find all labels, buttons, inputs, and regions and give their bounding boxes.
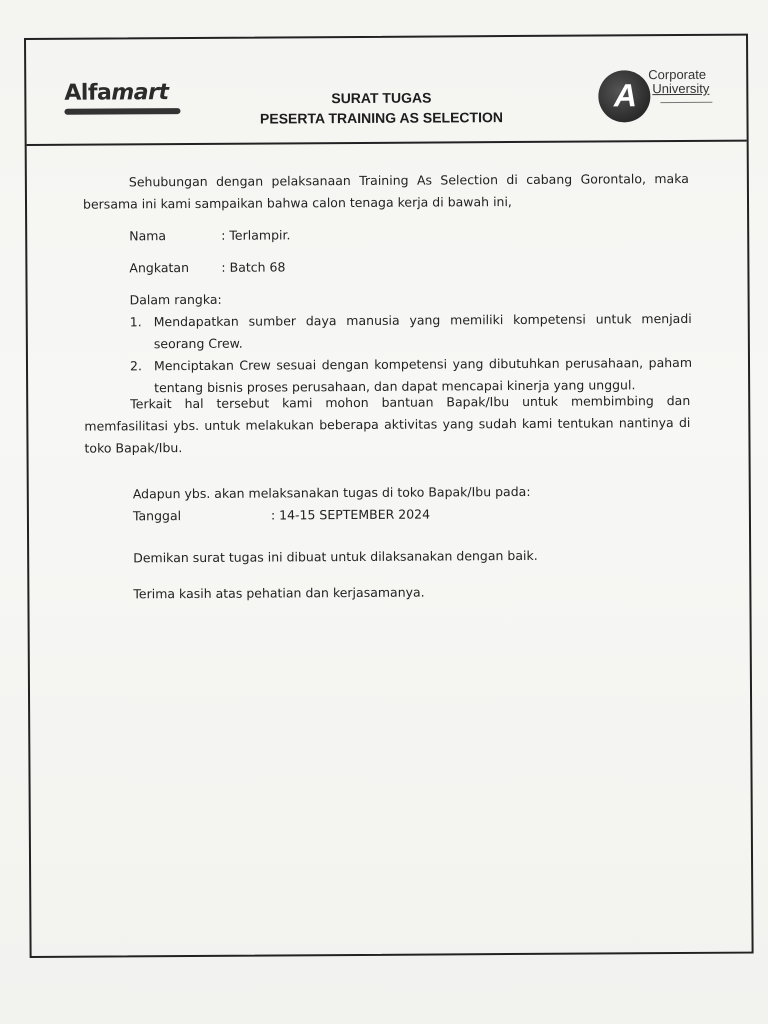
corporate-university-logo — [596, 66, 716, 127]
field-tanggal-value: : 14-15 SEPTEMBER 2024 — [270, 506, 431, 523]
letter-header — [26, 36, 747, 146]
purpose-list — [130, 308, 693, 399]
cu-logo-letter: A — [613, 77, 638, 114]
letter-frame — [24, 34, 754, 958]
cu-logo-tagline-line — [660, 102, 712, 103]
field-angkatan-value: : Batch 68 — [221, 259, 286, 275]
field-nama-value: : Terlampir. — [221, 227, 291, 243]
thanks-paragraph: Terima kasih atas pehatian dan kerjasamanya. — [133, 584, 425, 602]
document-title-line2: PESERTA TRAINING AS SELECTION — [259, 109, 504, 127]
document-title — [231, 87, 531, 129]
adapun-paragraph: Adapun ybs. akan melaksanakan tugas di toko Bapak/Ibu pada: — [132, 483, 531, 502]
list-item-text: Menciptakan Crew sesuai dengan kompetensi yang dibutuhkan perusahaan, paham tentang bisnis proses perusahaan, dan dapat mencapai kinerja yang unggul. — [153, 354, 693, 396]
list-item-text: Mendapatkan sumber daya manusia yang memiliki kompetensi untuk menjadi seorang Crew. — [153, 310, 692, 352]
field-nama — [129, 224, 290, 247]
alfamart-logo — [64, 81, 182, 122]
cu-logo-word-corporate: Corporate — [648, 66, 707, 83]
list-item-number: 2. — [129, 358, 142, 374]
field-tanggal-label: Tanggal — [132, 508, 182, 524]
field-tanggal — [133, 504, 430, 528]
alfamart-wordmark-main: Alfa — [64, 80, 112, 106]
document-title-line1: SURAT TUGAS — [331, 89, 432, 107]
alfamart-wordmark-italic: mart — [111, 80, 169, 106]
closing-paragraph: Demikan surat tugas ini dibuat untuk dilaksanakan dengan baik. — [133, 547, 538, 566]
alfamart-wordmark — [64, 81, 182, 106]
field-nama-label: Nama — [129, 228, 167, 244]
list-item — [130, 308, 692, 355]
rangka-label: Dalam rangka: — [129, 291, 222, 308]
alfamart-logo-bar — [64, 108, 180, 115]
cu-logo-word-university: University — [652, 80, 710, 97]
field-angkatan-label: Angkatan — [129, 259, 190, 276]
field-angkatan — [129, 256, 285, 279]
intro-paragraph: Sehubungan dengan pelaksanaan Training As Selection di cabang Gorontalo, maka bersama ini kami sampaikan bahwa calon tenaga kerja di bawah ini, — [82, 170, 689, 212]
terkait-paragraph: Terkait hal tersebut kami mohon bantuan Bapak/Ibu untuk membimbing dan memfasilitasi ybs. untuk melakukan beberapa aktivitas yang sudah kami tentukan nantinya di toko Bapak/Ibu. — [84, 392, 691, 456]
list-item-number: 1. — [129, 314, 142, 330]
